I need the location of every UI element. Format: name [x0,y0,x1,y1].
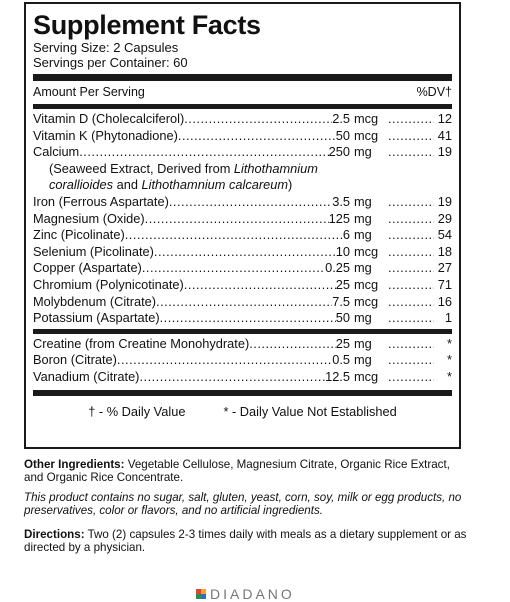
nutrient-list [33,111,452,161]
directions [24,528,469,554]
divider-medium [33,104,452,109]
brand-logo-icon [196,589,206,599]
leader-dots [169,194,332,211]
note-text: ) [288,177,293,193]
nutrient-name: Vitamin D (Cholecalciferol) [33,111,185,126]
note-text: and [113,177,142,193]
nutrient-dv: 41 [437,127,452,143]
nutrient-row [33,211,452,228]
nutrient-dv: 19 [437,193,452,209]
nutrient-unit: mcg [354,368,379,384]
leader-dots [142,260,325,277]
nutrient-name: Copper (Aspartate) [33,260,142,276]
divider-medium [33,390,452,396]
note-text: (Seaweed Extract, Derived from [49,160,234,176]
calcium-source-note [33,161,452,194]
brand-name: DIADANO [210,586,295,602]
leader-dots [154,244,336,261]
nutrient-unit: mg [354,335,372,351]
nutrient-amount: 25 [335,335,350,351]
nutrient-name: Boron (Citrate) [33,352,117,368]
nutrient-amount: 7.5 [332,293,350,309]
leader-dots [388,260,434,277]
leader-dots [184,277,336,294]
leader-dots [388,227,434,244]
panel-title: Supplement Facts [33,10,261,40]
leader-dots [156,294,332,311]
note-italic: corallioides [49,177,114,193]
leader-dots [145,211,329,228]
nutrient-dv: 19 [437,144,452,160]
divider-medium [33,329,452,334]
leader-dots [388,369,434,386]
panel-footnotes [33,398,452,419]
nutrient-row [33,336,452,353]
nutrient-dv: * [447,335,452,351]
nutrient-name: Molybdenum (Citrate) [33,293,157,309]
supplement-facts-panel [24,2,461,449]
nutrient-dv: 29 [437,210,452,226]
nutrient-dv: 27 [437,260,452,276]
leader-dots [125,227,343,244]
nutrient-dv: 18 [437,243,452,259]
nutrient-amount: 25 [335,276,350,292]
nutrient-unit: mcg [354,127,379,143]
leader-dots [178,128,336,145]
leader-dots [388,294,434,311]
nutrient-unit: mg [354,144,372,160]
nutrient-name: Calcium [33,144,80,160]
other-ingredients-label: Other Ingredients: [24,458,125,471]
nutrient-unit: mg [354,352,372,368]
directions-label: Directions: [24,528,85,541]
nutrient-amount: 250 [328,144,350,160]
leader-dots [160,310,336,327]
nutrient-name: Chromium (Polynicotinate) [33,276,184,292]
nutrient-dv: 12 [437,111,452,126]
leader-dots [388,194,434,211]
nutrient-amount: 3.5 [332,193,350,209]
nutrient-name: Vanadium (Citrate) [33,368,140,384]
footnote-dv: † - % Daily Value [88,403,186,419]
note-italic: Lithothamnium calcareum [141,177,289,193]
nutrient-name: Zinc (Picolinate) [33,227,125,243]
nutrient-amount: 12.5 [325,368,350,384]
dv-header-label: %DV† [416,85,452,99]
leader-dots [388,244,434,261]
nutrient-amount: 2.5 [332,111,350,126]
other-ingredients [24,458,469,484]
nutrient-amount: 10 [335,243,350,259]
leader-dots [388,310,434,327]
nutrient-row [33,194,452,211]
other-ingredients-text: Vegetable Cellulose, Magnesium Citrate, Organic Rice Extract, and Organic Rice Concentrate. [24,458,450,484]
leader-dots [388,277,434,294]
nutrient-row [33,277,452,294]
leader-dots [388,352,434,369]
nutrient-row [33,144,452,161]
nutrient-row [33,352,452,369]
nutrient-name: Magnesium (Oxide) [33,210,145,226]
divider-thick [33,74,452,81]
serving-size: Serving Size: 2 Capsules [33,40,179,55]
nutrient-unit: mg [354,227,372,243]
nutrient-amount: 50 [335,127,350,143]
leader-dots [388,336,434,353]
nutrient-name: Potassium (Aspartate) [33,310,160,326]
amount-per-serving-label: Amount Per Serving [33,85,145,99]
nutrient-dv: 54 [437,227,452,243]
leader-dots [184,111,332,128]
nutrient-row [33,244,452,261]
brand-logo [196,586,295,602]
nutrient-row [33,369,452,386]
leader-dots [388,144,434,161]
nutrient-amount: 6 [342,227,350,243]
nutrient-row [33,310,452,327]
nutrient-unit: mg [354,310,372,326]
nutrient-unit: mcg [354,293,379,309]
servings-per-container: Servings per Container: 60 [33,55,188,70]
nutrient-unit: mg [354,193,372,209]
leader-dots [388,211,434,228]
nutrient-name: Iron (Ferrous Aspartate) [33,193,169,209]
nutrient-unit: mcg [354,243,379,259]
nutrient-row [33,294,452,311]
nutrient-dv: * [447,368,452,384]
nutrient-amount: 0.25 [325,260,350,276]
nutrient-dv: 1 [444,310,452,326]
leader-dots [388,128,434,145]
leader-dots [249,336,336,353]
nutrient-name: Vitamin K (Phytonadione) [33,127,178,143]
leader-dots [388,111,434,128]
directions-text: Two (2) capsules 2-3 times daily with meals as a dietary supplement or as directed by a physician. [24,528,467,554]
nutrient-name: Selenium (Picolinate) [33,243,154,259]
leader-dots [117,352,332,369]
nutrient-row [33,260,452,277]
mineral-list [33,194,452,327]
nutrient-unit: mcg [354,111,379,126]
footnote-star: * - Daily Value Not Established [223,403,397,419]
amount-header-row [33,81,452,102]
nutrient-dv: 16 [437,293,452,309]
nutrient-unit: mg [354,210,372,226]
nutrient-dv: * [447,352,452,368]
other-nutrient-list [33,336,452,386]
nutrient-amount: 0.5 [332,352,350,368]
leader-dots [139,369,325,386]
nutrient-amount: 50 [335,310,350,326]
note-italic: Lithothamnium [233,160,318,176]
nutrient-unit: mcg [354,276,379,292]
nutrient-name: Creatine (from Creatine Monohydrate) [33,335,250,351]
leader-dots [79,144,328,161]
nutrient-unit: mg [354,260,372,276]
nutrient-amount: 125 [328,210,350,226]
nutrient-row [33,111,452,128]
nutrient-dv: 71 [437,276,452,292]
nutrient-row [33,128,452,145]
nutrient-row [33,227,452,244]
free-from-statement: This product contains no sugar, salt, gluten, yeast, corn, soy, milk or egg products, no preservatives, color or flavors, and no artificial ingredients. [24,491,462,517]
